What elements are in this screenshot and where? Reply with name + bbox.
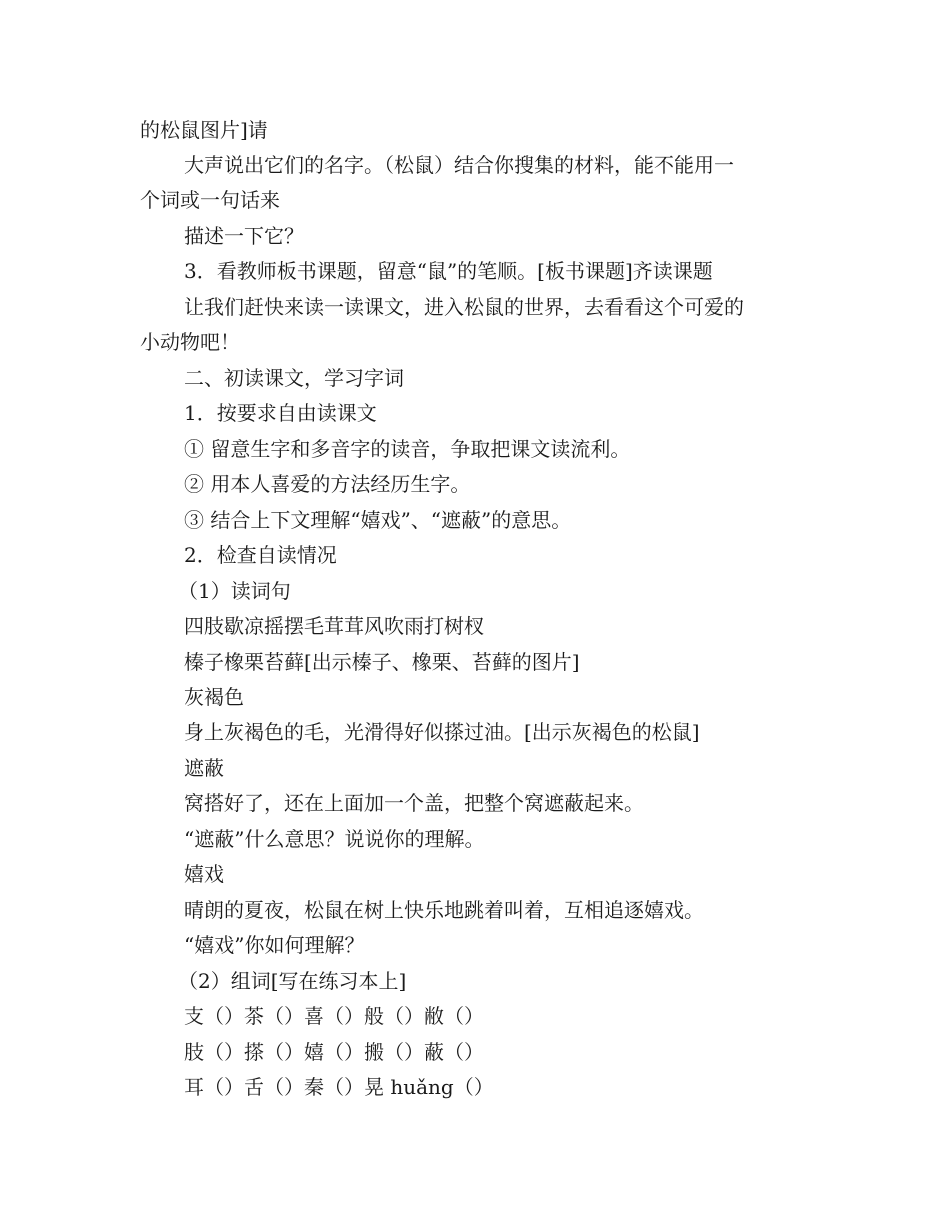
text-line: 3．看教师板书课题，留意“鼠”的笔顺。[板书课题]齐读课题 [184,259,713,283]
exercise-row: 肢（）搽（）嬉（）搬（）蔽（） [184,1040,484,1064]
exercise-row: 支（）茶（）喜（）般（）敝（） [184,1004,484,1028]
text-line: 身上灰褐色的毛，光滑得好似搽过油。[出示灰褐色的松鼠] [184,720,700,744]
text-line: （2）组词[写在练习本上] [178,969,407,993]
section-heading: 二、初读课文，学习字词 [184,366,404,390]
text-line: 嬉戏 [184,862,224,886]
text-line: “遮蔽”什么意思？说说你的理解。 [184,827,485,851]
text-line: 灰褐色 [184,685,244,709]
text-line: 榛子橡栗苔藓[出示榛子、橡栗、苔藓的图片] [184,650,580,674]
text-line: 窝搭好了，还在上面加一个盖，把整个窝遮蔽起来。 [184,791,644,815]
list-item: ③ 结合上下文理解“嬉戏”、“遮蔽”的意思。 [184,508,572,532]
list-item: ① 留意生字和多音字的读音，争取把课文读流利。 [184,437,631,461]
text-line: 2．检查自读情况 [184,543,337,567]
text-line: 大声说出它们的名字。（松鼠）结合你搜集的材料，能不能用一 [184,153,734,177]
text-line: 描述一下它？ [184,224,304,248]
text-line: “嬉戏”你如何理解？ [184,933,365,957]
text-line: 的松鼠图片]请 [140,118,268,142]
list-item: ② 用本人喜爱的方法经历生字。 [184,472,471,496]
text-line: 晴朗的夏夜，松鼠在树上快乐地跳着叫着，互相追逐嬉戏。 [184,898,704,922]
text-line: 个词或一句话来 [140,188,280,212]
text-line: 让我们赶快来读一读课文，进入松鼠的世界，去看看这个可爱的 [184,295,744,319]
exercise-row: 耳（）舌（）秦（）晃 huǎng（） [184,1075,494,1099]
text-line: 遮蔽 [184,756,224,780]
text-line: 四肢歇凉摇摆毛茸茸风吹雨打树杈 [184,614,484,638]
text-line: 小动物吧！ [140,330,240,354]
text-line: （1）读词句 [178,579,291,603]
text-line: 1．按要求自由读课文 [184,401,377,425]
